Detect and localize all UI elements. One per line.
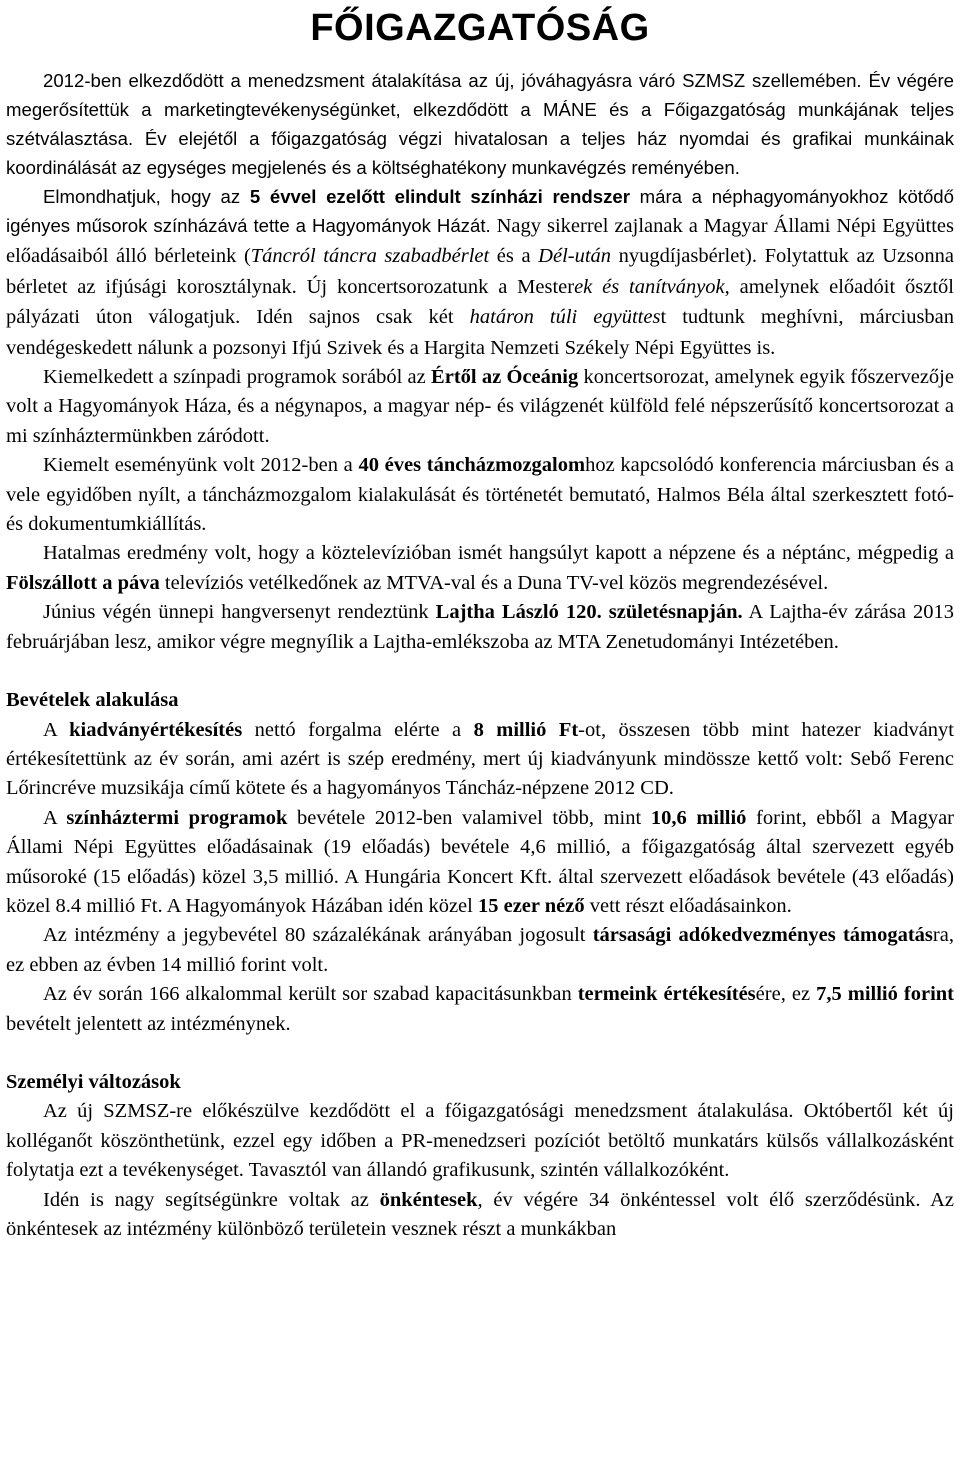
- intro-paragraph-6: [6, 598, 954, 657]
- bold-text: 15 ezer néző: [477, 894, 585, 917]
- bold-text: termeink értékesítés: [577, 983, 756, 1006]
- bold-text: társasági adókedvezményes támogatás: [592, 924, 933, 947]
- revenue-paragraph-1: [6, 716, 954, 804]
- intro-paragraph-5: [6, 539, 954, 598]
- intro-paragraph-3: [6, 363, 954, 451]
- text-span: Elmondhatjuk, hogy az: [43, 186, 250, 207]
- text-span: , amelynek előadóit ősztől pályázati úton válogatjuk. Idén sajnos csak két: [6, 275, 954, 329]
- intro-paragraph-1: 2012-ben elkezdődött a menedzsment átalakítása az új, jóváhagyásra váró SZMSZ szellemében. Év végére megerősítettük a marketingtevékenységünket, elkezdődött a MÁNE és a Főigazgatóság munkájának teljes szétválasztása. Év elejétől a főigazgatóság végzi hivatalosan a teljes ház nyomdai és grafikai munkáinak koordinálását az egységes megjelenés és a költséghatékony munkavégzés reményében.: [6, 70, 954, 178]
- bold-text: színháztermi programok: [66, 806, 288, 829]
- text-span: Hatalmas eredmény volt, hogy a köztelevízióban ismét hangsúlyt kapott a népzene és a néptánc, mégpedig a: [43, 542, 954, 565]
- bold-text: önkéntesek: [379, 1188, 478, 1211]
- text-span: nettó forgalma elérte a: [242, 718, 474, 741]
- text-span: bevételt jelentett az intézménynek.: [6, 1012, 291, 1035]
- intro-paragraph-2: [6, 182, 954, 363]
- text-span: Kiemelkedett a színpadi programok sorából az: [43, 366, 432, 389]
- text-span: A Lajtha-év zárása 2013 februárjában lesz, amikor végre megnyílik a Lajtha-emlékszoba az MTA Zenetudományi Intézetében.: [6, 601, 954, 653]
- text-span: Idén is nagy segítségünkre voltak az: [43, 1188, 380, 1211]
- bold-text: kiadványértékesítés: [69, 718, 243, 741]
- bold-text: Értől az Óceánig: [431, 366, 579, 389]
- page-title: FŐIGAZGATÓSÁG: [310, 7, 650, 49]
- personnel-paragraph-1: Az új SZMSZ-re előkészülve kezdődött el a főigazgatósági menedzsment átalakulása. Októbertől két új kolléganőt köszönthetünk, ezzel egy időben a PR-menedzseri pozíciót betöltő munkatárs külsős vállalkozásként folytatja ezt a tevékenységet. Tavasztól van állandó grafikusunk, szintén vállalkozóként.: [6, 1100, 954, 1182]
- text-span: ra, ez ebben az évben 14 millió forint volt.: [6, 924, 954, 976]
- text-span: koncertsorozat, amelynek egyik főszervezője volt a Hagyományok Háza, és a négynapos, a magyar nép- és világzenét külföld felé népszerűsítő koncertsorozat a mi színháztermünkben záródott.: [6, 366, 954, 447]
- italic-text: Táncról táncra szabadbérlet: [250, 245, 490, 268]
- text-span: vett részt előadásainkon.: [584, 894, 792, 917]
- text-span: Nagy sikerrel zajlanak a Magyar Állami Népi Együttes előadásaiból álló bérleteink (: [6, 215, 954, 268]
- revenue-paragraph-2: [6, 804, 954, 922]
- text-span: mára a néphagyományokhoz kötődő igényes műsorok színházává tette a Hagyományok Házát.: [6, 186, 954, 236]
- italic-text: Dél-után: [538, 245, 612, 268]
- personnel-heading: Személyi változások: [6, 1070, 181, 1093]
- text-span: , év végére 34 önkéntessel volt élő szerződésünk. Az önkéntesek az intézmény különböző területein vesznek részt a munkákban: [6, 1188, 954, 1240]
- bold-text: 7,5 millió forint: [816, 983, 954, 1006]
- italic-text: ek és tanítványok: [574, 275, 725, 298]
- text-span: hoz kapcsolódó konferencia márciusban és a vele egyidőben nyílt, a táncházmozgalom kialakulását és történetét bemutató, Halmos Béla által szerkesztett fotó- és dokumentumkiállítás.: [6, 454, 955, 536]
- italic-text: határon túli együttes: [469, 306, 661, 329]
- bold-text: Ft: [546, 718, 579, 741]
- text-span: ére, ez: [755, 983, 817, 1006]
- text-span: t tudtunk meghívni, márciusban vendégeskedett nálunk a pozsonyi Ifjú Szivek és a Hargita Nemzeti Székely Népi Együttes is.: [6, 306, 955, 359]
- document-page: [6, 0, 954, 1244]
- text-span: televíziós vetélkedőnek az MTVA-val és a Duna TV-vel közös megrendezésével.: [159, 571, 829, 594]
- intro-paragraph-4: [6, 451, 954, 539]
- text-span: bevétele 2012-ben valamivel több, mint: [287, 806, 651, 829]
- bold-text: 8 millió: [473, 718, 547, 741]
- text-span: A: [43, 806, 67, 829]
- bold-text: Lajtha László 120. születésnapján.: [435, 601, 743, 624]
- personnel-paragraph-2: [6, 1186, 954, 1245]
- text-span: nyugdíjasbérlet). Folytattuk az Uzsonna bérletet az ifjúsági korosztálynak. Új koncertsorozatunk a Mester: [6, 245, 954, 298]
- text-span: Az év során 166 alkalommal került sor szabad kapacitásunkban: [43, 983, 578, 1006]
- text-span: -ot, összesen több mint hatezer kiadványt értékesítettünk az év során, ami azért is szép eredmény, mert új kiadványunk mindössze kettő volt: Sebő Ferenc Lőrincréve muzsikája című kötete és a hagyományos Táncház-népzene 2012 CD.: [6, 718, 954, 800]
- text-span: Kiemelt eseményünk volt 2012-ben a: [43, 454, 359, 477]
- text-span: Június végén ünnepi hangversenyt rendeztünk: [43, 601, 436, 624]
- bold-text: 5 évvel ezelőtt elindult színházi rendszer: [249, 186, 630, 207]
- bold-text: 10,6 millió: [650, 806, 747, 829]
- revenue-paragraph-4: [6, 980, 954, 1039]
- text-span: és a: [489, 245, 539, 268]
- text-span: A: [43, 718, 70, 741]
- bold-text: Fölszállott a páva: [6, 571, 160, 594]
- revenue-paragraph-3: [6, 921, 954, 980]
- revenue-heading: Bevételek alakulása: [6, 689, 179, 712]
- text-span: forint, ebből a Magyar Állami Népi Együttes előadásainak (19 előadás) bevétele 4,6 millió, a főigazgatóság által szervezett egyéb műsoroké (15 előadás) közel 3,5 millió. A Hungária Koncert Kft. által szervezett előadások bevétele (43 előadás) közel 8.4 millió Ft. A Hagyományok Házában idén közel: [6, 806, 954, 917]
- text-span: Az intézmény a jegybevétel 80 százalékának arányában jogosult: [43, 924, 593, 947]
- bold-text: 40 éves táncházmozgalom: [358, 454, 586, 477]
